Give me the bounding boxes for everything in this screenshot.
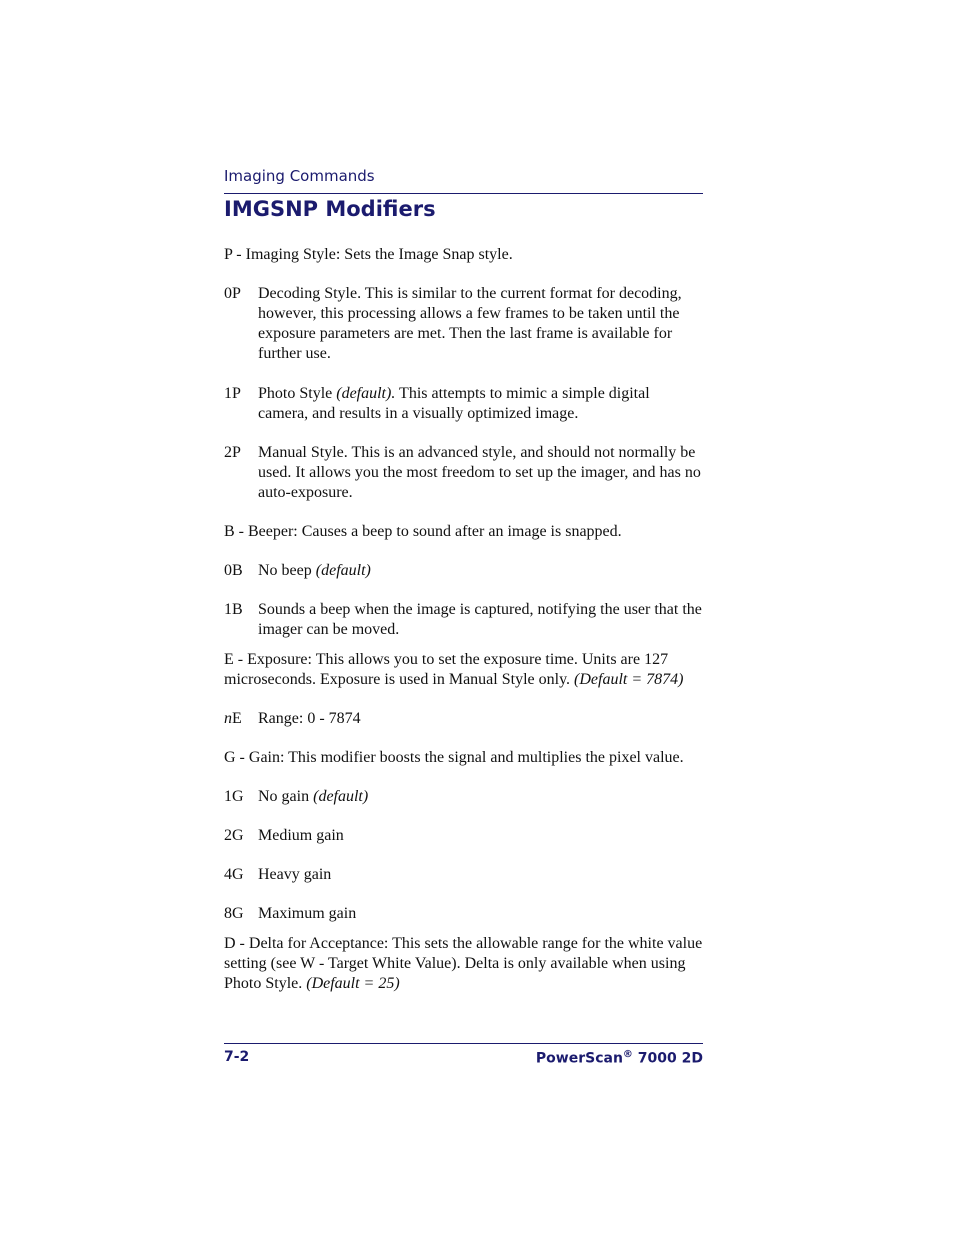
option-1g <box>224 787 703 807</box>
section-title: IMGSNP Modifiers <box>224 197 436 221</box>
beeper-intro: B - Beeper: Causes a beep to sound after an image is snapped. <box>224 523 622 540</box>
default-marker: (default). <box>336 385 396 402</box>
option-description: Range: 0 - 7874 <box>258 710 361 727</box>
option-2g <box>224 826 703 846</box>
page-number: 7-2 <box>224 1049 250 1065</box>
option-description: Sounds a beep when the image is captured, notifying the user that the imager can be moved. <box>258 601 702 638</box>
running-head: Imaging Commands <box>224 167 375 185</box>
option-2p <box>224 443 703 503</box>
exposure-intro: E - Exposure: This allows you to set the exposure time. Units are 127 microseconds. Exposure is used in Manual Style only. (Default = 7874) <box>224 651 684 688</box>
option-1p <box>224 384 703 424</box>
option-code: 4G <box>224 866 244 883</box>
delta-intro: D - Delta for Acceptance: This sets the allowable range for the white value setting (see W - Target White Value). Delta is only available when using Photo Style. (Default = 25) <box>224 935 703 992</box>
gain-intro: G - Gain: This modifier boosts the signal and multiplies the pixel value. <box>224 749 684 766</box>
option-code: 0P <box>224 285 241 302</box>
option-description: Manual Style. This is an advanced style, and should not normally be used. It allows you the most freedom to set up the imager, and has no auto-exposure. <box>258 444 701 501</box>
default-marker: (Default = 7874) <box>574 671 684 688</box>
default-marker: (default) <box>315 562 371 579</box>
option-description: Maximum gain <box>258 905 357 922</box>
option-description: No beep (default) <box>258 562 371 579</box>
option-code: 2P <box>224 444 241 461</box>
imaging-style-intro: P - Imaging Style: Sets the Image Snap style. <box>224 246 513 263</box>
option-code: 1P <box>224 385 241 402</box>
option-code: 1G <box>224 788 244 805</box>
option-code: nE <box>224 710 242 727</box>
option-description: No gain (default) <box>258 788 369 805</box>
default-marker: (default) <box>313 788 369 805</box>
option-ne <box>224 709 703 729</box>
option-code: 1B <box>224 601 243 618</box>
footer-rule <box>224 1043 703 1044</box>
option-0p <box>224 284 703 364</box>
option-description: Decoding Style. This is similar to the current format for decoding, however, this processing allows a few frames to be taken until the exposure parameters are met. Then the last frame is available for further use. <box>258 285 682 362</box>
option-4g <box>224 865 703 885</box>
option-code: 0B <box>224 562 243 579</box>
page-footer <box>224 1049 703 1067</box>
default-marker: (Default = 25) <box>306 975 400 992</box>
option-code: 2G <box>224 827 244 844</box>
option-0b <box>224 561 703 581</box>
option-description: Medium gain <box>258 827 344 844</box>
product-name: PowerScan® 7000 2D <box>535 1049 703 1067</box>
option-description: Heavy gain <box>258 866 332 883</box>
option-1b <box>224 600 703 640</box>
option-8g <box>224 904 703 924</box>
header-rule <box>224 193 703 194</box>
option-code: 8G <box>224 905 244 922</box>
option-description: Photo Style (default). This attempts to mimic a simple digital camera, and results in a visually optimized image. <box>258 385 650 422</box>
